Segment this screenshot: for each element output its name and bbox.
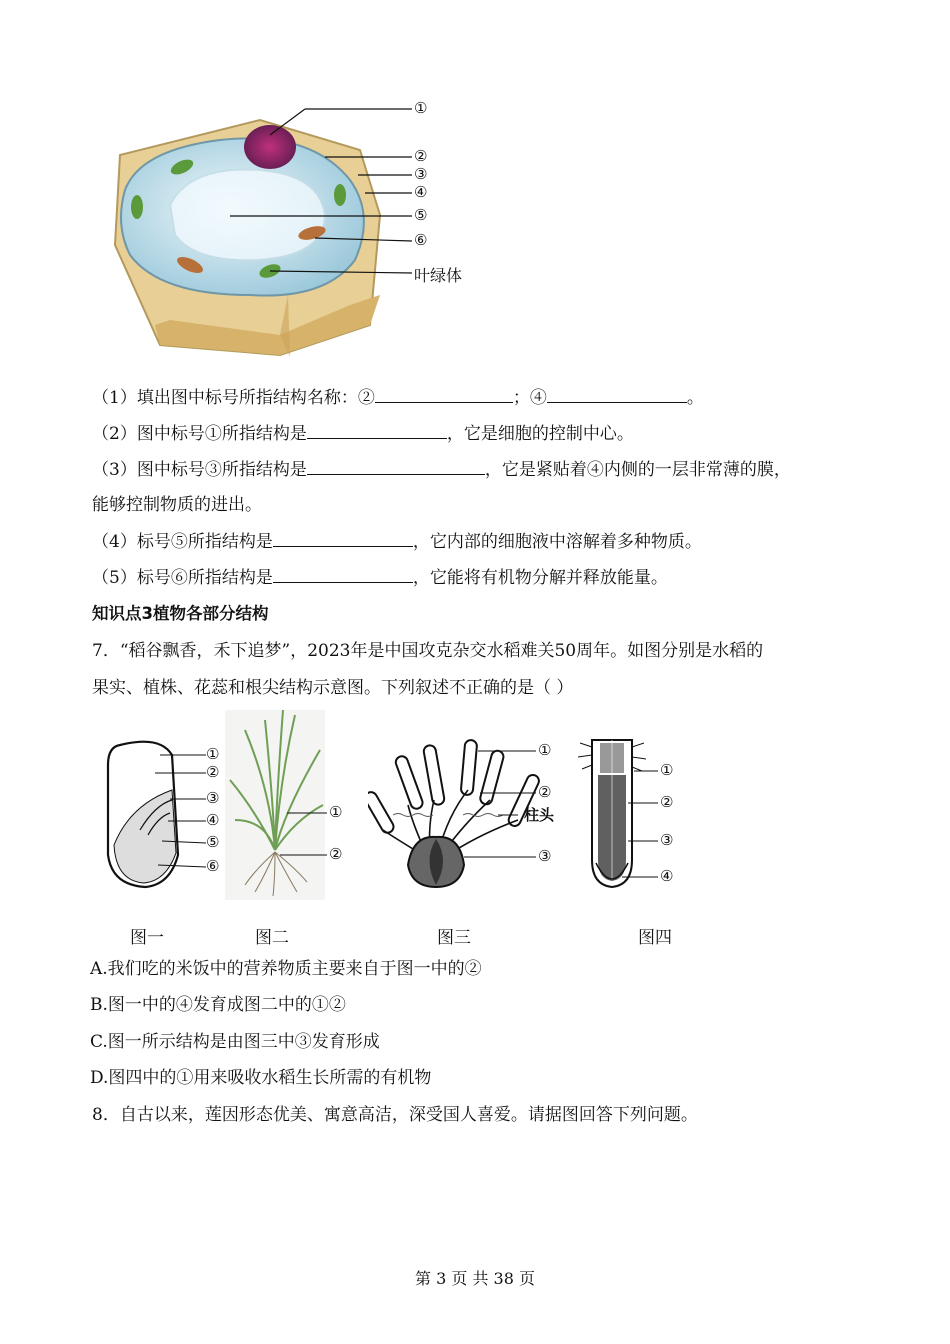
cell-label-1: ①: [414, 99, 428, 117]
fig1-label-4: ④: [206, 811, 220, 829]
q7-line1: 7．“稻谷飘香，禾下追梦”，2023年是中国攻克杂交水稻难关50周年。如图分别是水稻的: [92, 641, 764, 661]
q6-sub5-suffix: ，它能将有机物分解并释放能量。: [412, 568, 668, 588]
fig4-label-2: ②: [660, 793, 674, 811]
caption-fig2: 图二: [255, 928, 289, 948]
fig3-label-1: ①: [538, 741, 552, 759]
figure-1-rice-grain: [100, 735, 230, 895]
plant-cell-illustration: [100, 95, 500, 365]
answer-blank[interactable]: [307, 422, 447, 439]
q6-sub1-end: 。: [686, 388, 704, 408]
fig1-label-6: ⑥: [206, 857, 220, 875]
answer-blank[interactable]: [375, 386, 513, 403]
fig2-label-2: ②: [329, 845, 343, 863]
section-heading: 知识点3植物各部分结构: [92, 604, 269, 623]
q7-option-d[interactable]: D.图四中的①用来吸收水稻生长所需的有机物: [90, 1068, 432, 1088]
q6-sub1-prefix: （1）填出图中标号所指结构名称：②: [92, 388, 375, 408]
page-number: 第 3 页 共 38 页: [415, 1269, 535, 1288]
cell-label-4: ④: [414, 183, 428, 201]
q7-line2: 果实、植株、花蕊和根尖结构示意图。下列叙述不正确的是（ ）: [92, 678, 574, 698]
caption-fig3: 图三: [437, 928, 471, 948]
caption-fig1: 图一: [130, 928, 164, 948]
q6-sub1-sep: ；④: [512, 388, 547, 408]
q6-sub3-cont: 能够控制物质的进出。: [92, 495, 262, 515]
fig3-label-3: ③: [538, 847, 552, 865]
answer-blank[interactable]: [307, 458, 485, 475]
q6-sub4-prefix: （4）标号⑤所指结构是: [92, 532, 273, 552]
cell-label-chloroplast: 叶绿体: [414, 266, 463, 285]
fig1-label-3: ③: [206, 789, 220, 807]
fig3-stigma-label: 柱头: [524, 806, 555, 824]
q7-option-a[interactable]: A.我们吃的米饭中的营养物质主要来自于图一中的②: [90, 959, 482, 979]
cell-label-2: ②: [414, 147, 428, 165]
fig4-label-3: ③: [660, 831, 674, 849]
answer-blank[interactable]: [273, 530, 413, 547]
plant-cell-figure: [100, 95, 500, 365]
figure-2-rice-plant: [225, 710, 355, 900]
q6-sub3-suffix: ，它是紧贴着④内侧的一层非常薄的膜，: [484, 460, 791, 480]
q6-sub3: [92, 458, 791, 481]
q6-sub5-prefix: （5）标号⑥所指结构是: [92, 568, 273, 588]
figure-4-root-tip: [572, 735, 692, 895]
q7-option-c[interactable]: C.图一所示结构是由图三中③发育形成: [90, 1032, 380, 1052]
q6-sub1: [92, 386, 704, 409]
cell-label-6: ⑥: [414, 231, 428, 249]
q8-line1: 8．自古以来，莲因形态优美、寓意高洁，深受国人喜爱。请据图回答下列问题。: [92, 1105, 698, 1125]
fig4-label-1: ①: [660, 761, 674, 779]
figure-3-flower-parts: [368, 735, 568, 895]
q6-sub4: [92, 530, 702, 553]
caption-fig4: 图四: [638, 928, 672, 948]
cell-label-3: ③: [414, 165, 428, 183]
q6-sub3-prefix: （3）图中标号③所指结构是: [92, 460, 307, 480]
fig1-label-1: ①: [206, 745, 220, 763]
answer-blank[interactable]: [547, 386, 687, 403]
q6-sub4-suffix: ，它内部的细胞液中溶解着多种物质。: [412, 532, 702, 552]
q6-sub2-prefix: （2）图中标号①所指结构是: [92, 424, 307, 444]
fig1-label-2: ②: [206, 763, 220, 781]
cell-label-5: ⑤: [414, 206, 428, 224]
q6-sub2: [92, 422, 634, 445]
answer-blank[interactable]: [273, 566, 413, 583]
root-tip-illustration: [572, 735, 692, 895]
fig2-label-1: ①: [329, 803, 343, 821]
fig1-label-5: ⑤: [206, 833, 220, 851]
q7-option-b[interactable]: B.图一中的④发育成图二中的①②: [90, 995, 346, 1015]
fig4-label-4: ④: [660, 867, 674, 885]
fig3-label-2: ②: [538, 783, 552, 801]
q6-sub2-suffix: ，它是细胞的控制中心。: [446, 424, 634, 444]
q6-sub5: [92, 566, 668, 589]
